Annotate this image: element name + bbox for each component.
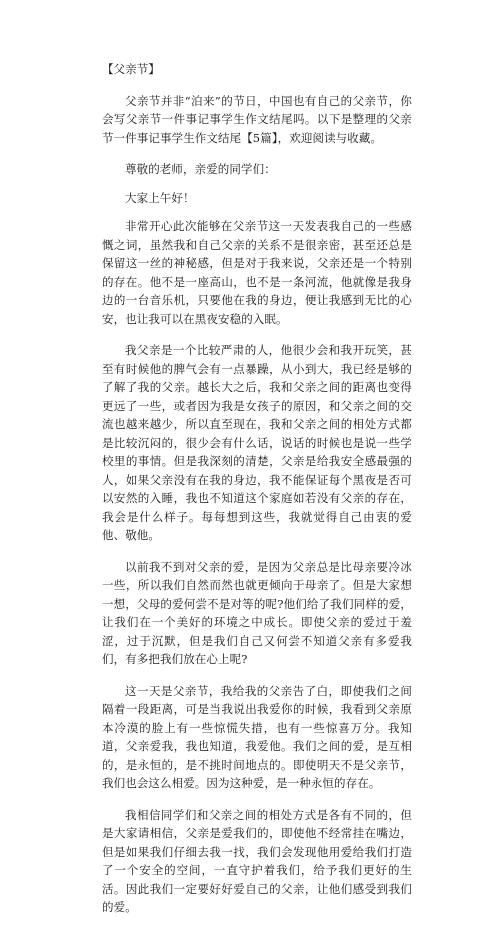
intro-paragraph: 父亲节并非“泊来”的节日，中国也有自己的父亲节，你会写父亲节一件事记事学生作文结尾吗。以下是整理的父亲节一件事记事学生作文结尾【5篇】，欢迎阅读与收藏。 (102, 93, 412, 145)
body-paragraph: 我父亲是一个比较严肃的人，他很少会和我开玩笑，甚至有时候他的脾气会有一点暴躁，从小到大，我已经是够的了解了我的父亲。越长大之后，我和父亲之间的距离也变得更远了一些，或者因为我是女孩子的原因，和父亲之间的交流也越来越少，所以直至现在，我和父亲之间的相处方式都是比较沉闷的，很少会有什么话，说话的时候也是说一些学校里的事情。但是我深刻的清楚，父亲是给我安全感最强的人，如果父亲没有在我的身边，我不能保证每个黑夜是否可以安然的入睡，我也不知道这个家庭如若没有父亲的存在，我会是什么样子。每每想到这些，我就觉得自己由衷的爱他、敬他。 (102, 343, 412, 542)
greeting: 大家上午好！ (125, 190, 195, 205)
body-paragraph: 非常开心此次能够在父亲节这一天发表我自己的一些感慨之词，虽然我和自己父亲的关系不是很亲密，甚至还总是保留这一丝的神秘感，但是对于我来说，父亲还是一个特别的存在。他不是一座高山，也不是一条河流，他就像是我身边的一台音乐机，只要他在我的身边，便让我感到无比的心安，也让我可以在黑夜安稳的入眠。 (102, 219, 412, 326)
body-paragraph: 以前我不到对父亲的爱，是因为父亲总是比母亲要冷冰一些，所以我们自然而然也就更倾向于母亲了。但是大家想一想，父母的爱何尝不是对等的呢?他们给了我们同样的爱，让我们在一个美好的环境之中成长。即使父亲的爱过于羞涩，过于沉默，但是我们自己又何尝不知道父亲有多爱我们，有多把我们放在心上呢? (102, 559, 412, 666)
body-paragraph: 这一天是父亲节，我给我的父亲告了白，即使我们之间隔着一段距离，可是当我说出我爱你的时候，我看到父亲原本冷漠的脸上有一些惊慌失措，也有一些惊喜万分。我知道，父亲爱我，我也知道，我爱他。我们之间的爱，是互相的，是永恒的，是不挑时间地点的。即使明天不是父亲节，我们也会这么相爱。因为这种爱，是一种永恒的存在。 (102, 683, 412, 790)
tag-line: 【父亲节】 (102, 62, 160, 76)
article-body (102, 60, 412, 930)
body-paragraph: 我相信同学们和父亲之间的相处方式是各有不同的，但是大家请相信，父亲是爱我们的，即使他不经常挂在嘴边，但是如果我们仔细去我一找，我们会发现他用爱给我们打造了一个安全的空间，一直守护着我们，给予我们更好的生活。因此我们一定要好好爱自己的父亲，让他们感受到我们的爱。 (102, 807, 412, 914)
salutation: 尊敬的老师，亲爱的同学们： (125, 162, 276, 176)
